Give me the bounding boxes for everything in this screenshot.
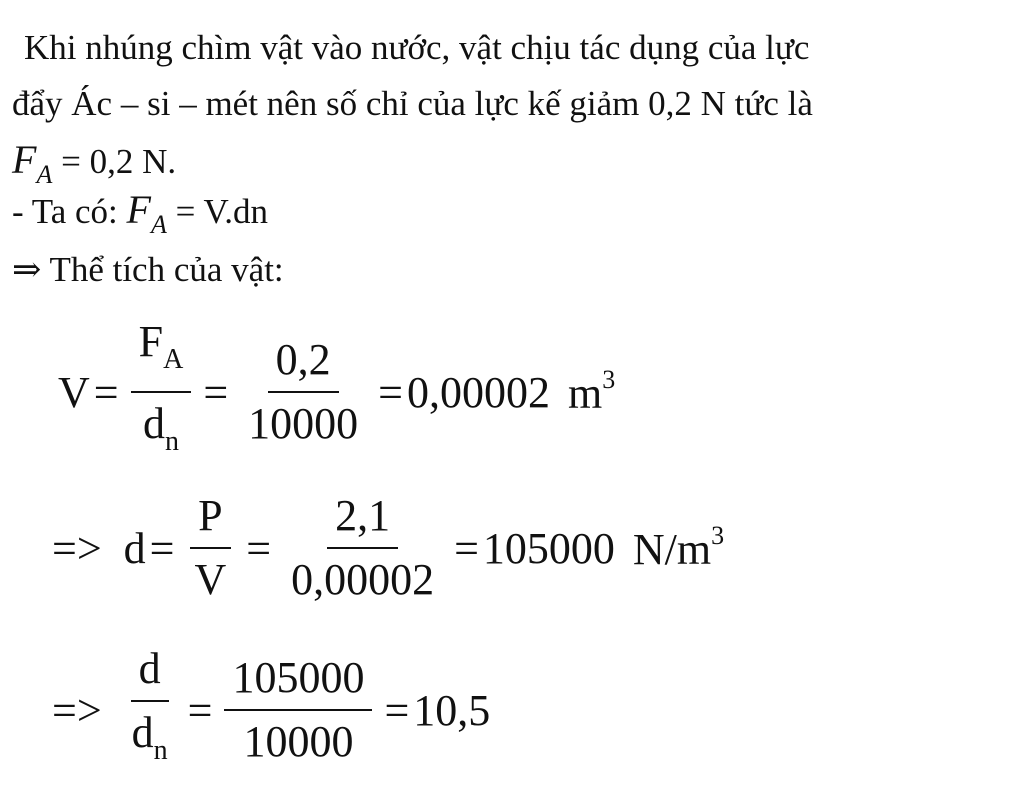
result-value: 10,5: [413, 685, 491, 735]
fraction-fa-over-dn: [131, 311, 192, 473]
unit-exponent: 3: [711, 521, 725, 550]
force-symbol-subscript: A: [36, 160, 53, 189]
fraction-numerator: d: [131, 638, 169, 702]
fraction-denominator: [135, 393, 187, 473]
equals-sign: =: [93, 367, 119, 417]
denominator-subscript: n: [164, 426, 179, 457]
text-line-3-rest: = 0,2 N.: [52, 142, 177, 181]
volume-symbol: V: [58, 367, 90, 417]
force-symbol-subscript: A: [150, 210, 167, 239]
implies-arrow: =>: [52, 523, 102, 573]
equation-volume: [58, 317, 616, 462]
result-unit: [568, 365, 615, 419]
text-line-4-prefix: - Ta có:: [12, 192, 127, 231]
force-symbol: [12, 137, 53, 189]
fraction-denominator: 0,00002: [291, 555, 435, 604]
numerator-letter: F: [138, 317, 164, 366]
unit-base: N/m: [632, 525, 712, 574]
fraction-numerator: P: [190, 485, 230, 549]
specific-weight-symbol: d: [123, 523, 146, 573]
fraction-d-over-dn: [124, 638, 176, 782]
implies-arrow: =>: [52, 685, 102, 735]
fraction-values: [240, 329, 366, 455]
unit-exponent: 3: [602, 365, 616, 394]
text-line-1: [24, 28, 809, 68]
fraction-numerator: 0,2: [268, 329, 339, 393]
numerator-subscript: A: [163, 344, 184, 375]
equals-sign: =: [187, 685, 213, 735]
fraction-p-over-v: [186, 485, 234, 611]
unit-base: m: [567, 369, 603, 418]
text-line-1-content: Khi nhúng chìm vật vào nước, vật chịu tác dụng của lực: [24, 28, 810, 67]
equation-ratio: [52, 640, 490, 780]
equals-sign: =: [149, 523, 175, 573]
denominator-subscript: n: [153, 735, 168, 766]
fraction-denominator: V: [194, 555, 227, 604]
equation-specific-weight: [52, 478, 724, 618]
fraction-numerator: 2,1: [327, 485, 398, 549]
force-symbol-letter: F: [12, 137, 37, 182]
denominator-letter: d: [131, 708, 154, 757]
force-symbol-letter: F: [126, 187, 151, 232]
fraction-values: [283, 485, 442, 611]
equals-sign: =: [454, 523, 479, 573]
text-line-5: [12, 250, 284, 290]
equals-sign: =: [246, 523, 272, 573]
equals-sign: =: [203, 367, 229, 417]
result-unit: [633, 521, 724, 575]
text-line-2: [12, 84, 813, 124]
text-line-2-content: đẩy Ác – si – mét nên số chỉ của lực kế giảm 0,2 N tức là: [12, 84, 813, 123]
fraction-denominator: 10000: [248, 399, 359, 448]
text-line-4: [12, 187, 268, 245]
text-line-5-content: ⇒ Thể tích của vật:: [12, 250, 284, 289]
equals-sign: =: [384, 685, 410, 735]
fraction-values: [224, 647, 372, 773]
result-value: 105000: [482, 523, 615, 573]
fraction-numerator: 105000: [224, 647, 372, 711]
result-value: 0,00002: [406, 367, 550, 417]
force-symbol: [126, 187, 167, 239]
equals-sign: =: [378, 367, 403, 417]
fraction-denominator: 10000: [243, 717, 354, 766]
text-line-4-rest: = V.dn: [166, 192, 268, 231]
fraction-numerator: [131, 311, 192, 393]
denominator-letter: d: [142, 399, 165, 448]
fraction-denominator: [124, 702, 176, 782]
